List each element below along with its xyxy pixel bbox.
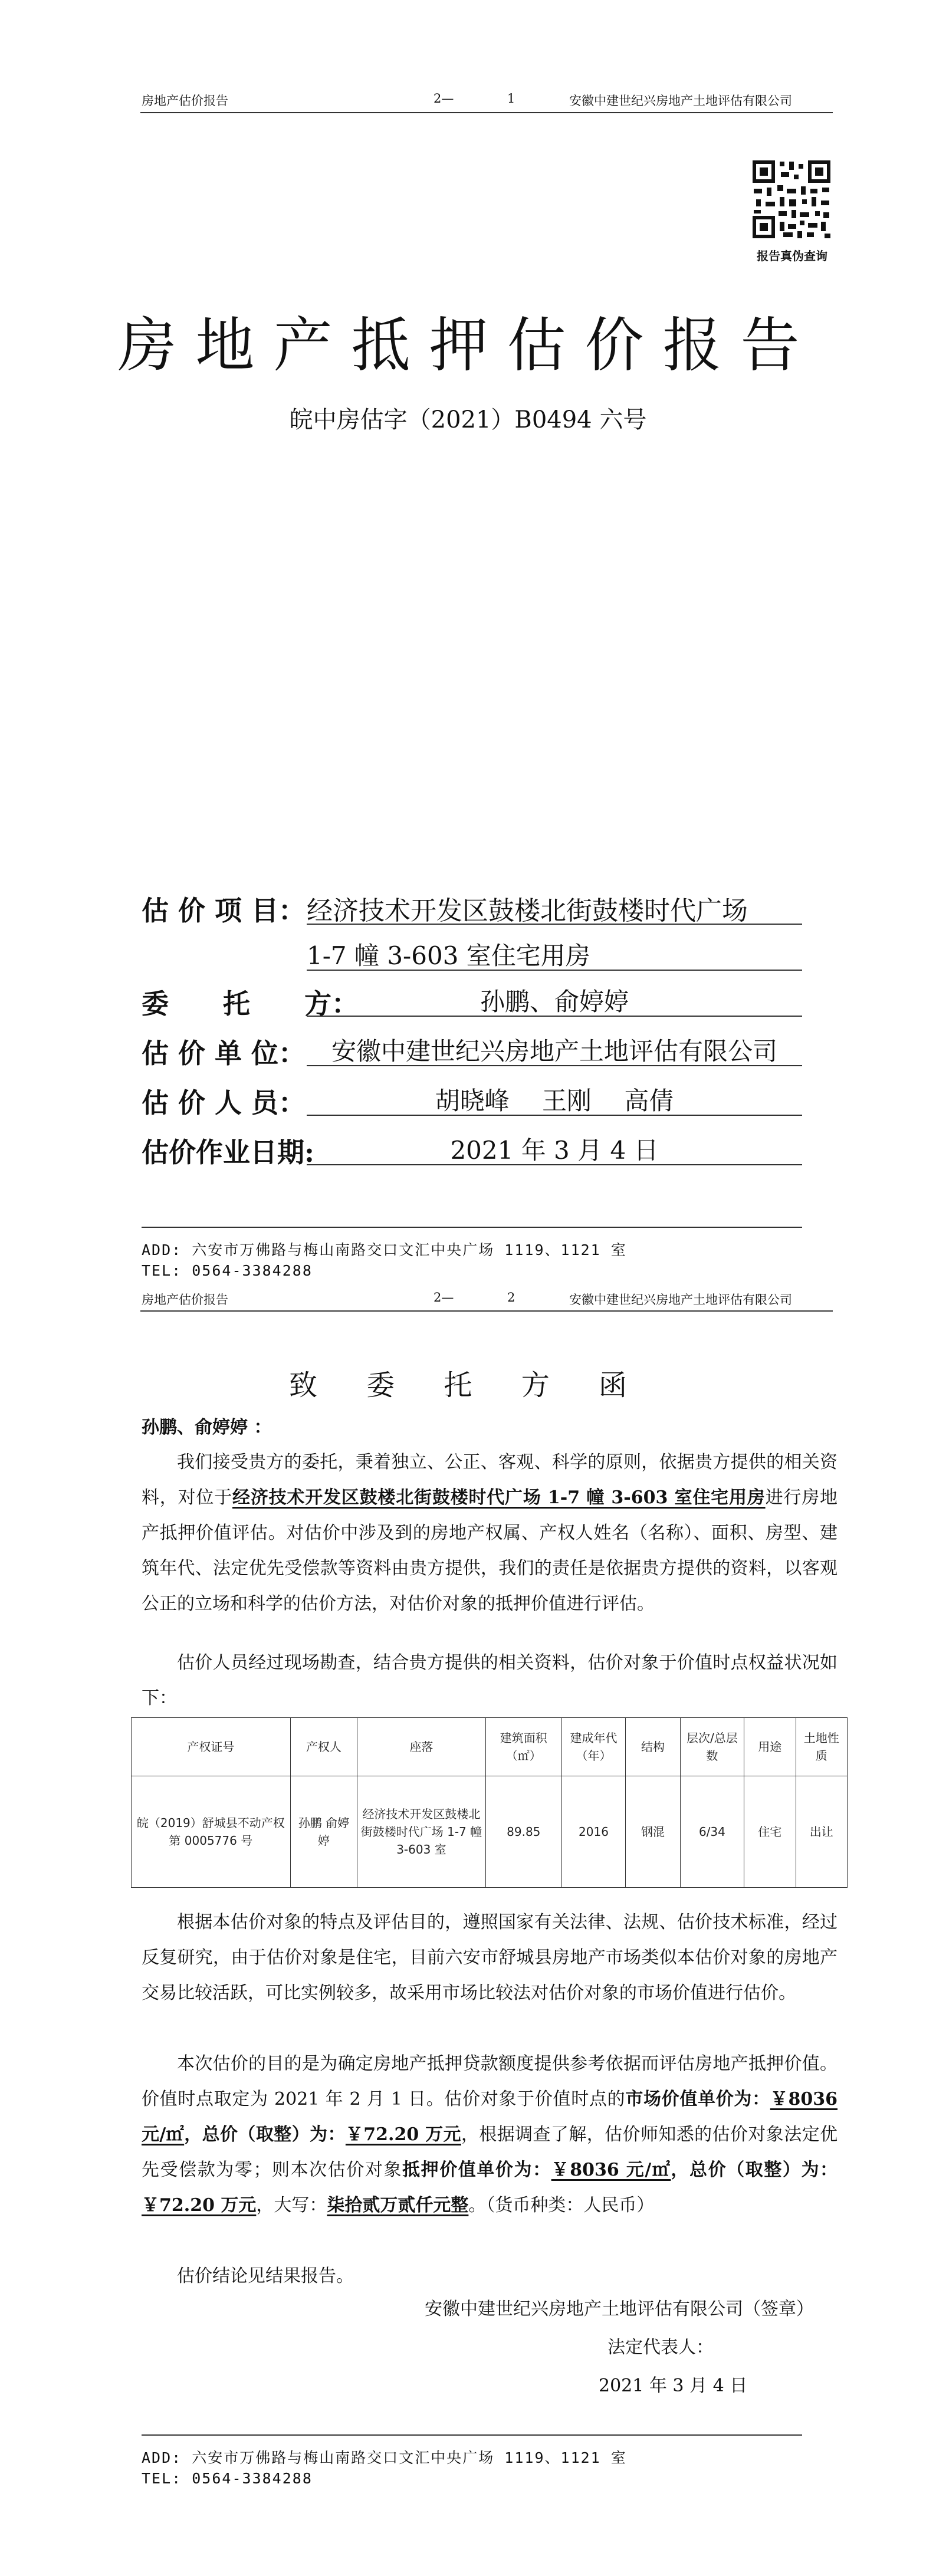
unit-label: 估 价 单 位： (142, 1037, 306, 1069)
qr-caption: 报告真伪查询 (757, 249, 827, 263)
th-floor: 层次/总层数 (680, 1718, 744, 1776)
project-value-line1: 经济技术开发区鼓楼北街鼓楼时代广场 (307, 896, 748, 926)
date-value: 2021 年 3 月 4 日 (450, 1136, 659, 1165)
td-cert: 皖（2019）舒城县不动产权第 0005776 号 (132, 1776, 291, 1888)
signature-legal-rep: 法定代表人： (607, 2337, 714, 2358)
p4-amount-in-words: 柒拾贰万贰仟元整 (327, 2195, 469, 2216)
header-left: 房地产估价报告 (142, 94, 228, 108)
p1-text-c: 进行房地产抵押价值评估。对估价中涉及到的房地产权属、产权人姓名（名称）、面积、房型、建筑年代、法定优先受偿款等资料由贵方提供，我们的责任是依据贵方提供的资料，以客观公正的立场和科学的估价方法，对估价对象的抵押价值进行评估。 (142, 1487, 838, 1614)
table-row (132, 1776, 848, 1888)
report-title: 房地产抵押估价报告 (117, 311, 819, 380)
td-year: 2016 (561, 1776, 625, 1888)
client-label: 委 托 方： (142, 988, 359, 1020)
client-underline (307, 1016, 802, 1017)
qr-code-icon[interactable] (750, 158, 833, 241)
header2-company: 安徽中建世纪兴房地产土地评估有限公司 (569, 1293, 792, 1307)
project-underline-1 (307, 924, 802, 925)
letter-salutation: 孙鹏、俞婷婷 ： (142, 1417, 272, 1438)
p4-comma-1: ， (184, 2124, 202, 2145)
unit-underline (307, 1065, 802, 1066)
p4-text-m: ，大写： (256, 2195, 327, 2216)
header-page-dash: 2— (433, 91, 454, 106)
letter-paragraph-1 (142, 1445, 838, 1622)
property-table (131, 1717, 848, 1888)
p4-mortgage-total-value: ￥72.20 万元 (142, 2195, 257, 2216)
td-owner: 孙鹏 俞婷婷 (290, 1776, 357, 1888)
footer-address-1: ADD: 六安市万佛路与梅山南路交口文汇中央广场 1119、1121 室 (142, 1241, 627, 1259)
th-location: 座落 (357, 1718, 486, 1776)
td-land: 出让 (796, 1776, 848, 1888)
p4-text-g: ，根据调查了解，估价师知悉的估价对象法定优先受偿款为零；则本次估价对象 (142, 2124, 838, 2180)
p4-mortgage-unit-price: ￥8036 元/㎡ (551, 2160, 671, 2180)
footer-tel-2: TEL: 0564-3384288 (142, 2470, 313, 2487)
date-underline (307, 1164, 802, 1165)
signature-date: 2021 年 3 月 4 日 (599, 2375, 748, 2396)
project-label: 估 价 项 目： (142, 895, 306, 926)
project-underline-2 (307, 970, 802, 971)
report-number: 皖中房估字（2021）B0494 六号 (289, 406, 647, 433)
td-structure: 钢混 (626, 1776, 681, 1888)
th-use: 用途 (744, 1718, 796, 1776)
th-cert: 产权证号 (132, 1718, 291, 1776)
footer-rule-2 (142, 2434, 802, 2436)
header-rule (140, 112, 833, 113)
footer-tel-1: TEL: 0564-3384288 (142, 1262, 313, 1279)
date-label: 估价作业日期: (142, 1136, 314, 1168)
th-area: 建筑面积（㎡） (485, 1718, 561, 1776)
p4-market-unit-label: 市场价值单价为： (625, 2089, 770, 2110)
p4-mortgage-total-label: 总价（取整）为： (689, 2160, 838, 2180)
p4-market-total-label: 总价（取整）为： (202, 2124, 346, 2145)
staff-underline (307, 1115, 802, 1116)
p4-mortgage-unit-label: 抵押价值单价为： (402, 2160, 551, 2180)
header2-page-dash: 2— (433, 1290, 454, 1305)
header2-left: 房地产估价报告 (142, 1293, 228, 1307)
letter-title: 致 委 托 方 函 (288, 1369, 648, 1402)
th-land: 土地性质 (796, 1718, 848, 1776)
staff-value: 胡晓峰 王刚 高倩 (435, 1086, 674, 1115)
td-location: 经济技术开发区鼓楼北街鼓楼时代广场 1-7 幢 3-603 室 (357, 1776, 486, 1888)
td-use: 住宅 (744, 1776, 796, 1888)
header2-rule (140, 1310, 833, 1312)
td-area: 89.85 (485, 1776, 561, 1888)
letter-paragraph-5: 估价结论见结果报告。 (177, 2266, 354, 2286)
signature-company: 安徽中建世纪兴房地产土地评估有限公司（签章） (425, 2299, 814, 2319)
client-value: 孙鹏、俞婷婷 (480, 987, 629, 1016)
header-page-number: 1 (507, 91, 515, 106)
p1-property-address: 经济技术开发区鼓楼北街鼓楼时代广场 1-7 幢 3-603 室住宅用房 (232, 1487, 766, 1508)
p4-market-unit-price: ￥8036 元/㎡ (142, 2089, 838, 2145)
letter-paragraph-4 (142, 2046, 838, 2223)
header-company: 安徽中建世纪兴房地产土地评估有限公司 (569, 94, 792, 108)
p4-text-o: 。（货币种类：人民币） (468, 2195, 655, 2216)
footer-rule-1 (142, 1227, 802, 1228)
header2-page-number: 2 (507, 1290, 515, 1305)
p4-text-a: 本次估价的目的是为确定房地产抵押贷款额度提供参考依据而评估房地产抵押价值。价值时点取定为 2021 年 2 月 1 日。估价对象于价值时点的 (142, 2053, 838, 2110)
p1-text-a: 我们接受贵方的委托，秉着独立、公正、客观、科学的原则，依据贵方提供的相关资料，对位于 (142, 1452, 838, 1508)
letter-paragraph-2: 估价人员经过现场勘查，结合贵方提供的相关资料，估价对象于价值时点权益状况如下： (142, 1652, 838, 1708)
p4-comma-2: ， (671, 2160, 689, 2180)
th-owner: 产权人 (290, 1718, 357, 1776)
staff-label: 估 价 人 员： (142, 1087, 306, 1119)
th-structure: 结构 (626, 1718, 681, 1776)
td-floor: 6/34 (680, 1776, 744, 1888)
table-header-row (132, 1718, 848, 1776)
th-year: 建成年代（年） (561, 1718, 625, 1776)
project-value-line2: 1-7 幢 3-603 室住宅用房 (307, 941, 590, 970)
unit-value: 安徽中建世纪兴房地产土地评估有限公司 (331, 1037, 777, 1066)
letter-paragraph-3: 根据本估价对象的特点及评估目的，遵照国家有关法律、法规、估价技术标准，经过反复研究，由于估价对象是住宅，目前六安市舒城县房地产市场类似本估价对象的房地产交易比较活跃，可比实例较多，故采用市场比较法对估价对象的市场价值进行估价。 (142, 1912, 838, 2003)
footer-address-2: ADD: 六安市万佛路与梅山南路交口文汇中央广场 1119、1121 室 (142, 2449, 627, 2466)
p4-market-total-value: ￥72.20 万元 (345, 2124, 461, 2145)
